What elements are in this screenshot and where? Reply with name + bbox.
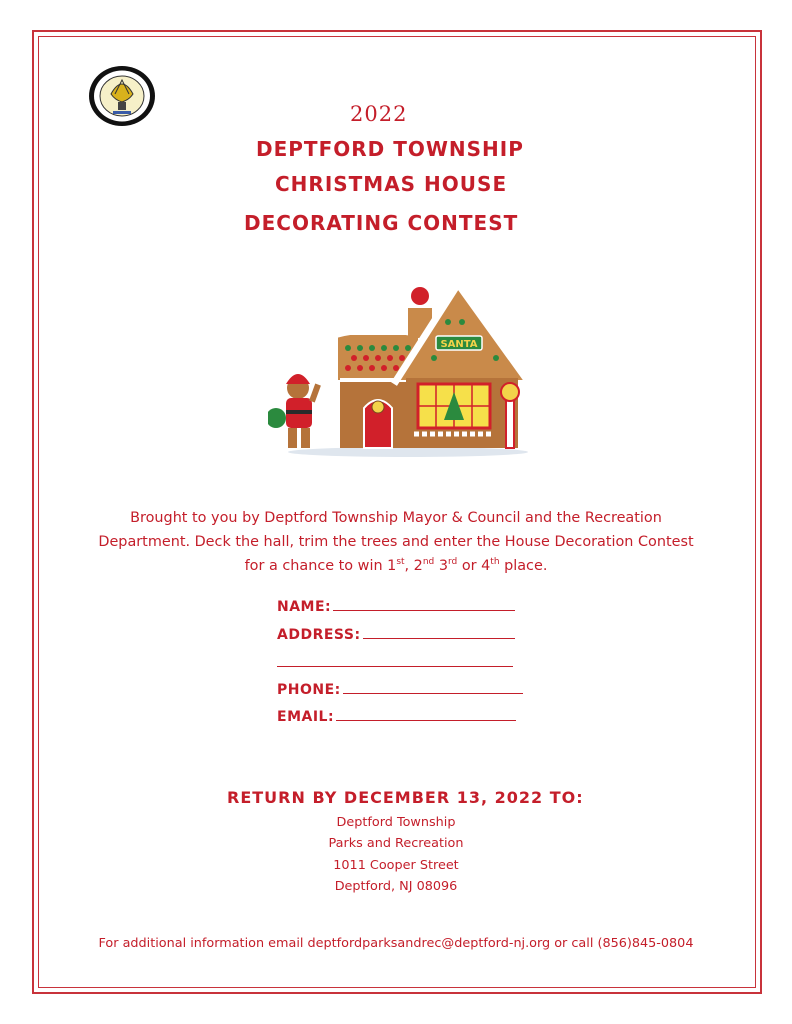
address-input-line[interactable] bbox=[363, 626, 515, 639]
township-seal-icon bbox=[87, 64, 157, 128]
address-input-line-2[interactable] bbox=[277, 654, 513, 667]
address-line-3: 1011 Cooper Street bbox=[333, 858, 459, 873]
email-label: EMAIL: bbox=[277, 709, 335, 725]
name-field[interactable] bbox=[277, 598, 515, 615]
intro-paragraph bbox=[60, 506, 732, 578]
email-field[interactable] bbox=[277, 708, 516, 725]
title-line-township: DEPTFORD TOWNSHIP bbox=[256, 137, 524, 161]
intro-prize-text: , 2 bbox=[404, 558, 423, 574]
title-year: 2022 bbox=[350, 102, 408, 126]
intro-line-3 bbox=[60, 554, 732, 578]
address-field[interactable] bbox=[277, 626, 515, 643]
intro-line-1: Brought to you by Deptford Township Mayor & Council and the Recreation bbox=[130, 510, 662, 526]
santa-sign-label: SANTA bbox=[440, 339, 478, 350]
ordinal-suffix: rd bbox=[448, 557, 458, 568]
title-line-contest: DECORATING CONTEST bbox=[244, 211, 519, 235]
address-label: ADDRESS: bbox=[277, 627, 361, 643]
footer-contact-info: For additional information email deptfordparksandrec@deptford-nj.org or call (856)845-0804 bbox=[98, 936, 694, 951]
phone-input-line[interactable] bbox=[343, 681, 523, 694]
phone-field[interactable] bbox=[277, 681, 523, 698]
address-line-1: Deptford Township bbox=[336, 815, 456, 830]
intro-prize-text: for a chance to win 1 bbox=[244, 558, 397, 574]
gingerbread-house-illustration bbox=[268, 280, 530, 458]
intro-line-2: Department. Deck the hall, trim the trees and enter the House Decoration Contest bbox=[98, 534, 694, 550]
ordinal-suffix: nd bbox=[422, 557, 435, 568]
ordinal-suffix: st bbox=[396, 557, 405, 568]
title-line-christmas-house: CHRISTMAS HOUSE bbox=[275, 172, 508, 196]
address-line-4: Deptford, NJ 08096 bbox=[334, 879, 458, 894]
phone-label: PHONE: bbox=[277, 682, 341, 698]
ordinal-suffix: th bbox=[490, 557, 500, 568]
intro-prize-text: or 4 bbox=[457, 558, 491, 574]
address-field-line-2[interactable] bbox=[277, 654, 513, 671]
intro-prize-text: place. bbox=[499, 558, 548, 574]
name-label: NAME: bbox=[277, 599, 332, 615]
name-input-line[interactable] bbox=[333, 598, 515, 611]
return-by-heading: RETURN BY DECEMBER 13, 2022 TO: bbox=[227, 788, 584, 807]
intro-prize-text: 3 bbox=[434, 558, 448, 574]
email-input-line[interactable] bbox=[336, 708, 516, 721]
address-line-2: Parks and Recreation bbox=[328, 836, 464, 851]
